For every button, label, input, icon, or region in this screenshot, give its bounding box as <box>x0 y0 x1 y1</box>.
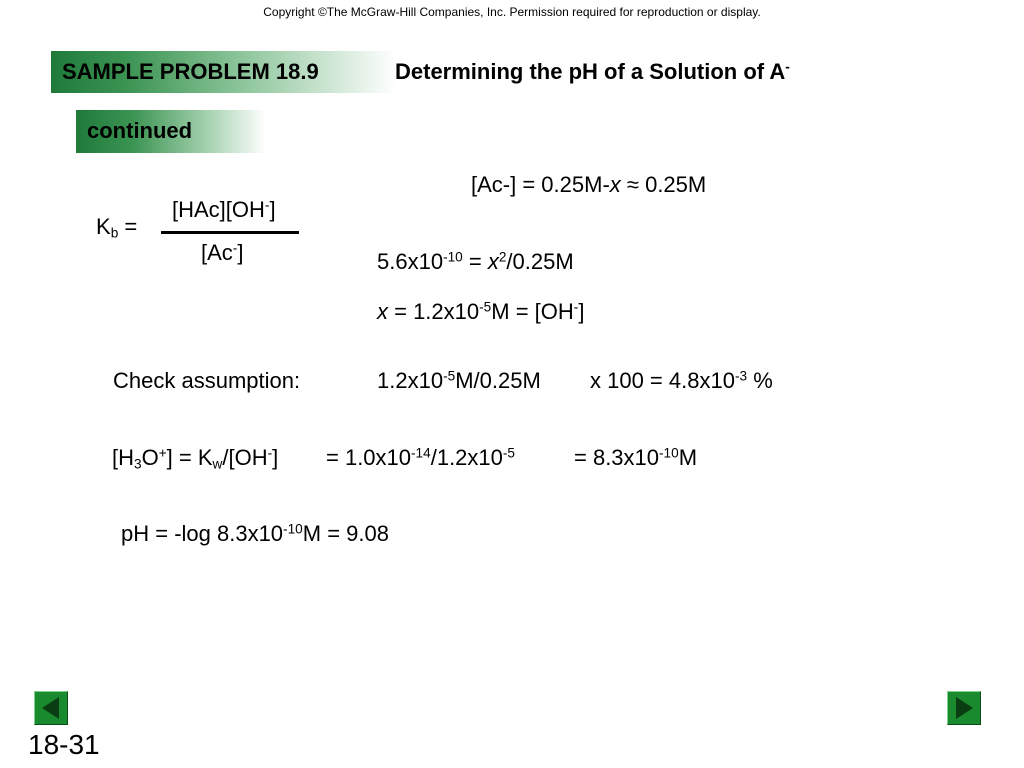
ac-concentration-equation: [Ac-] = 0.25M-x ≈ 0.25M <box>471 172 707 197</box>
check-assumption-label: Check assumption: <box>113 368 301 393</box>
fraction-bar <box>161 231 299 234</box>
check-assumption-result: x $100 = 4.8x10^{-3}$ % <box>590 368 773 393</box>
triangle-left-icon <box>35 692 67 724</box>
kb-label: $K_b$ = <box>96 214 138 241</box>
h3o-equation-result: = $8.3x10^{-10}M$ <box>574 445 698 470</box>
problem-label: SAMPLE PROBLEM 18.9 <box>62 59 319 84</box>
triangle-right-icon <box>948 692 980 724</box>
kb-value-equation: $5.6x10^{-10} = x^2/0.25M$ <box>377 249 574 274</box>
slide-number: 18-31 <box>28 729 100 760</box>
problem-title: Determining the pH of a Solution of A- <box>395 59 790 84</box>
previous-slide-button[interactable] <box>34 691 68 725</box>
kb-denominator: [Ac-] <box>201 240 244 265</box>
continued-label: continued <box>87 118 193 143</box>
next-slide-button[interactable] <box>947 691 981 725</box>
check-assumption-expression: $1.2x10^{-5}M/0.25M$ <box>377 368 541 393</box>
x-solution-equation: $x = 1.2x10^{-5}M = [OH^-]$ <box>377 299 585 324</box>
copyright-notice: Copyright ©The McGraw-Hill Companies, Inc. Permission required for reproduction or display. <box>263 5 761 19</box>
h3o-equation-lhs: $[H_3O^+] = K_w/[OH^-]$ <box>112 445 279 472</box>
kb-numerator: [HAc][OH-] <box>172 197 276 222</box>
ph-result-equation: pH = -log $8.3x10^{-10}M = 9.08$ <box>121 521 389 546</box>
h3o-equation-middle: = $1.0x10^{-14}/1.2x10^{-5}$ <box>326 445 516 470</box>
